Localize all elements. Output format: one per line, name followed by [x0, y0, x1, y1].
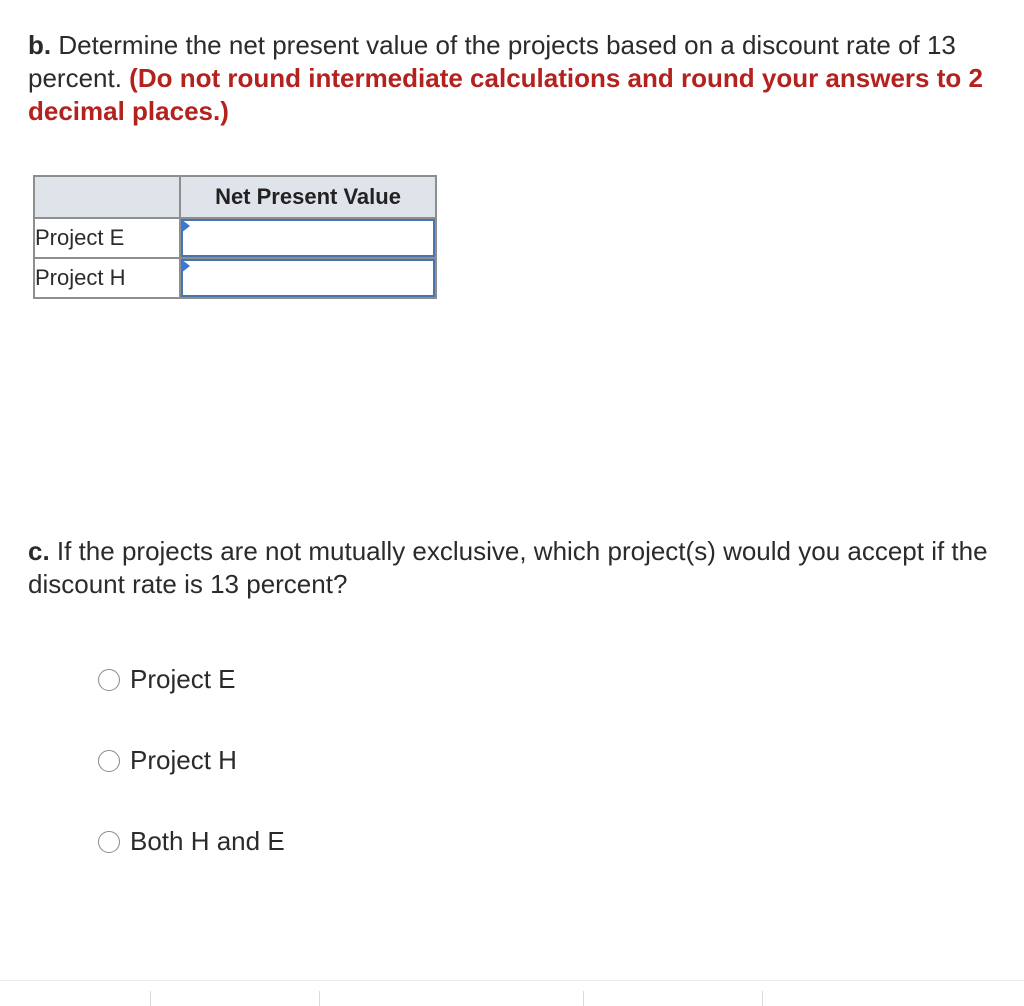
option-label-project-h: Project H	[130, 745, 237, 775]
option-label-both-h-and-e: Both H and E	[130, 826, 285, 856]
option-both-h-and-e[interactable]	[98, 826, 285, 857]
npv-table	[33, 175, 437, 299]
radio-button-both-h-and-e[interactable]	[98, 831, 120, 853]
option-label-project-e: Project E	[130, 664, 236, 694]
footer-divider	[762, 991, 763, 1006]
npv-table-corner-header	[34, 176, 180, 218]
input-marker-icon	[181, 259, 190, 273]
npv-input-project-h[interactable]	[181, 259, 435, 297]
row-label-project-h: Project H	[34, 258, 180, 298]
question-c-letter: c.	[28, 536, 50, 566]
footer-divider	[319, 991, 320, 1006]
table-row	[34, 218, 436, 258]
npv-column-header: Net Present Value	[180, 176, 436, 218]
input-marker-icon	[181, 219, 190, 233]
npv-table-header-row	[34, 176, 436, 218]
question-b-text: Determine the net present value of the projects based on a discount rate of 13 percent.	[28, 30, 956, 93]
option-project-e[interactable]	[98, 664, 236, 695]
option-project-h[interactable]	[98, 745, 237, 776]
question-c	[28, 535, 988, 601]
footer-bar	[0, 980, 1024, 1006]
radio-button-project-h[interactable]	[98, 750, 120, 772]
radio-button-project-e[interactable]	[98, 669, 120, 691]
npv-cell-project-h	[180, 258, 436, 298]
footer-divider	[583, 991, 584, 1006]
npv-cell-project-e	[180, 218, 436, 258]
question-b-instruction: (Do not round intermediate calculations and round your answers to 2 decimal places.)	[28, 63, 983, 126]
row-label-project-e: Project E	[34, 218, 180, 258]
table-row	[34, 258, 436, 298]
footer-divider	[150, 991, 151, 1006]
question-b	[28, 29, 988, 128]
question-c-text: If the projects are not mutually exclusive, which project(s) would you accept if the discount rate is 13 percent?	[28, 536, 988, 599]
question-b-letter: b.	[28, 30, 52, 60]
npv-input-project-e[interactable]	[181, 219, 435, 257]
